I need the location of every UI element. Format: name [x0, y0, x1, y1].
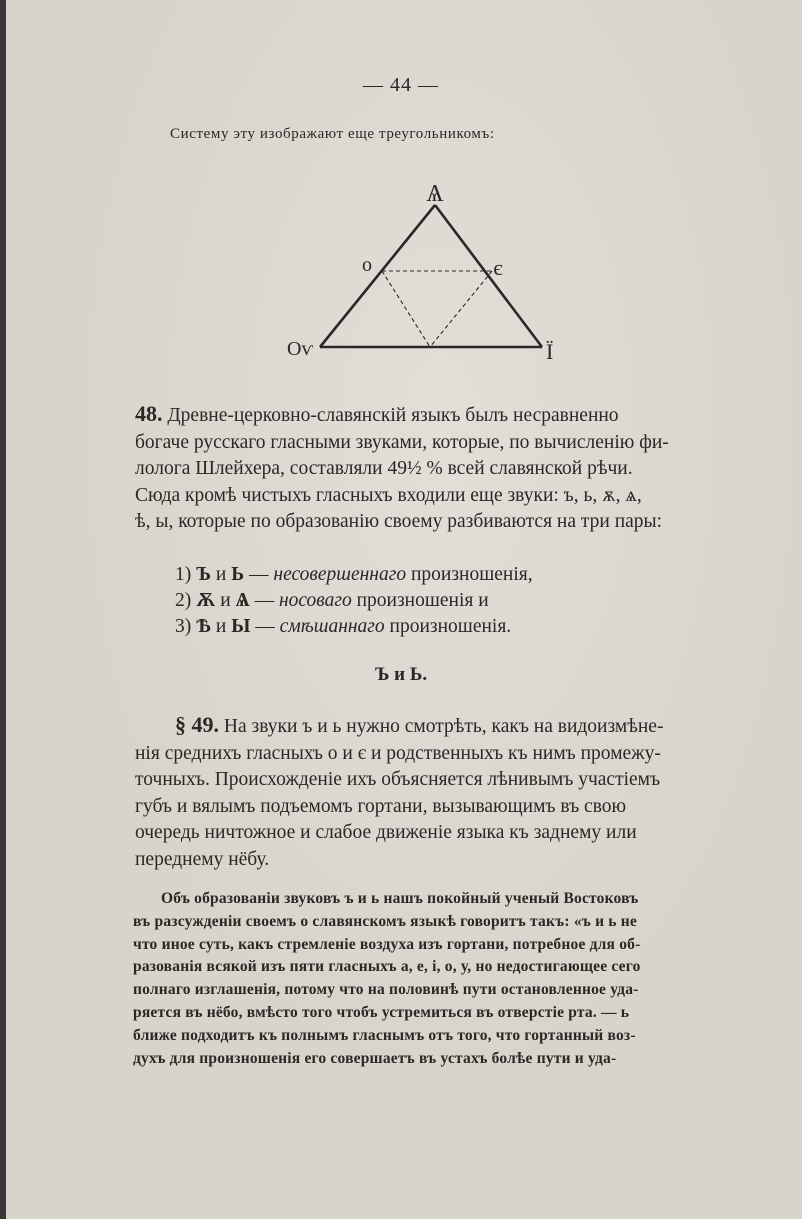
paragraph-49-line: переднему нёбу.	[135, 848, 270, 870]
paragraph-49	[135, 712, 710, 873]
list-item: 2) Ѫ и Ѧ — носоваго произношенія и	[175, 590, 489, 611]
triangle-inner-dashed-left	[382, 271, 430, 347]
list-item: 3) Ѣ и Ы — смѣшаннаго произношенія.	[175, 616, 512, 637]
paragraph-49-line: точныхъ. Происхожденіе ихъ объясняется лѣнивымъ участіемъ	[135, 769, 661, 790]
paragraph-48-line: лолога Шлейхера, составляли 49½ % всей славянской рѣчи.	[135, 458, 633, 479]
paragraph-48-line: ѣ, ы, которые по образованію своему разбиваются на три пары:	[135, 511, 663, 532]
footnote-line: полнаго изглашенія, потому что на половинѣ пути остановленное уда-	[133, 981, 639, 999]
diagram-label-top: Ѧ	[426, 181, 444, 207]
triangle-right-side	[435, 205, 542, 347]
page-number: — 44 —	[363, 74, 439, 96]
footnote-line: въ разсужденіи своемъ о славянскомъ языкѣ говоритъ такъ: «ъ и ь не	[133, 912, 637, 930]
paragraph-48-line: 48. Древне-церковно-славянскій языкъ былъ несравненно	[135, 401, 619, 426]
diagram-label-right-mid: є	[493, 255, 503, 280]
paragraph-49-line: губъ и вялымъ подъемомъ гортани, вызывающимъ въ свою	[135, 795, 627, 817]
intro-sentence: Систему эту изображают еще треугольникомъ:	[170, 126, 495, 142]
paragraph-48-line: Сюда кромѣ чистыхъ гласныхъ входили еще звуки: ъ, ь, ѫ, ѧ,	[135, 484, 642, 506]
section-subheading: Ъ и Ь.	[374, 664, 428, 685]
paragraph-49-line: нія среднихъ гласныхъ о и є и родственныхъ къ нимъ промежу-	[135, 742, 661, 764]
diagram-label-left-mid: о	[362, 254, 372, 276]
triangle-left-side	[320, 205, 435, 347]
footnote-line: Объ образованіи звуковъ ъ и ь нашъ покойный ученый Востоковъ	[161, 890, 639, 907]
footnote-line: ряется въ нёбо, вмѣсто того чтобъ устремиться въ отверстіе рта. — ь	[133, 1003, 630, 1021]
vowel-pairs-list	[175, 562, 533, 640]
footnote-line: ближе подходитъ къ полнымъ гласнымъ отъ того, что гортанный воз-	[133, 1026, 636, 1044]
diagram-label-bottom-left: Оѵ	[287, 338, 314, 360]
footnote-line: разованія всякой изъ пяти гласныхъ а, е, і, о, у, но недостигающее сего	[133, 958, 641, 976]
list-item: 1) Ъ и Ь — несовершеннаго произношенія,	[175, 564, 533, 585]
paragraph-48	[135, 401, 710, 536]
footnote-block	[133, 888, 711, 1070]
diagram-label-bottom-right: Ї	[546, 339, 554, 364]
paragraph-49-line: § 49. На звуки ъ и ь нужно смотрѣть, какъ на видоизмѣне-	[135, 712, 710, 741]
paragraph-48-line: богаче русскаго гласными звуками, которые, по вычисленію фи-	[135, 431, 669, 453]
paragraph-49-line: очередь ничтожное и слабое движеніе языка къ заднему или	[135, 822, 637, 843]
page-binding-edge	[0, 0, 6, 1219]
triangle-inner-dashed-right	[430, 271, 492, 347]
section-number-49: § 49.	[175, 712, 219, 737]
section-number-48: 48.	[135, 401, 163, 426]
footnote-line: духъ для произношенія его совершаетъ въ устахъ болѣе пути и уда-	[133, 1049, 617, 1067]
footnote-line: что иное суть, какъ стремленіе воздуха изъ гортани, потребное для об-	[133, 935, 641, 953]
vowel-triangle-diagram	[270, 175, 570, 365]
